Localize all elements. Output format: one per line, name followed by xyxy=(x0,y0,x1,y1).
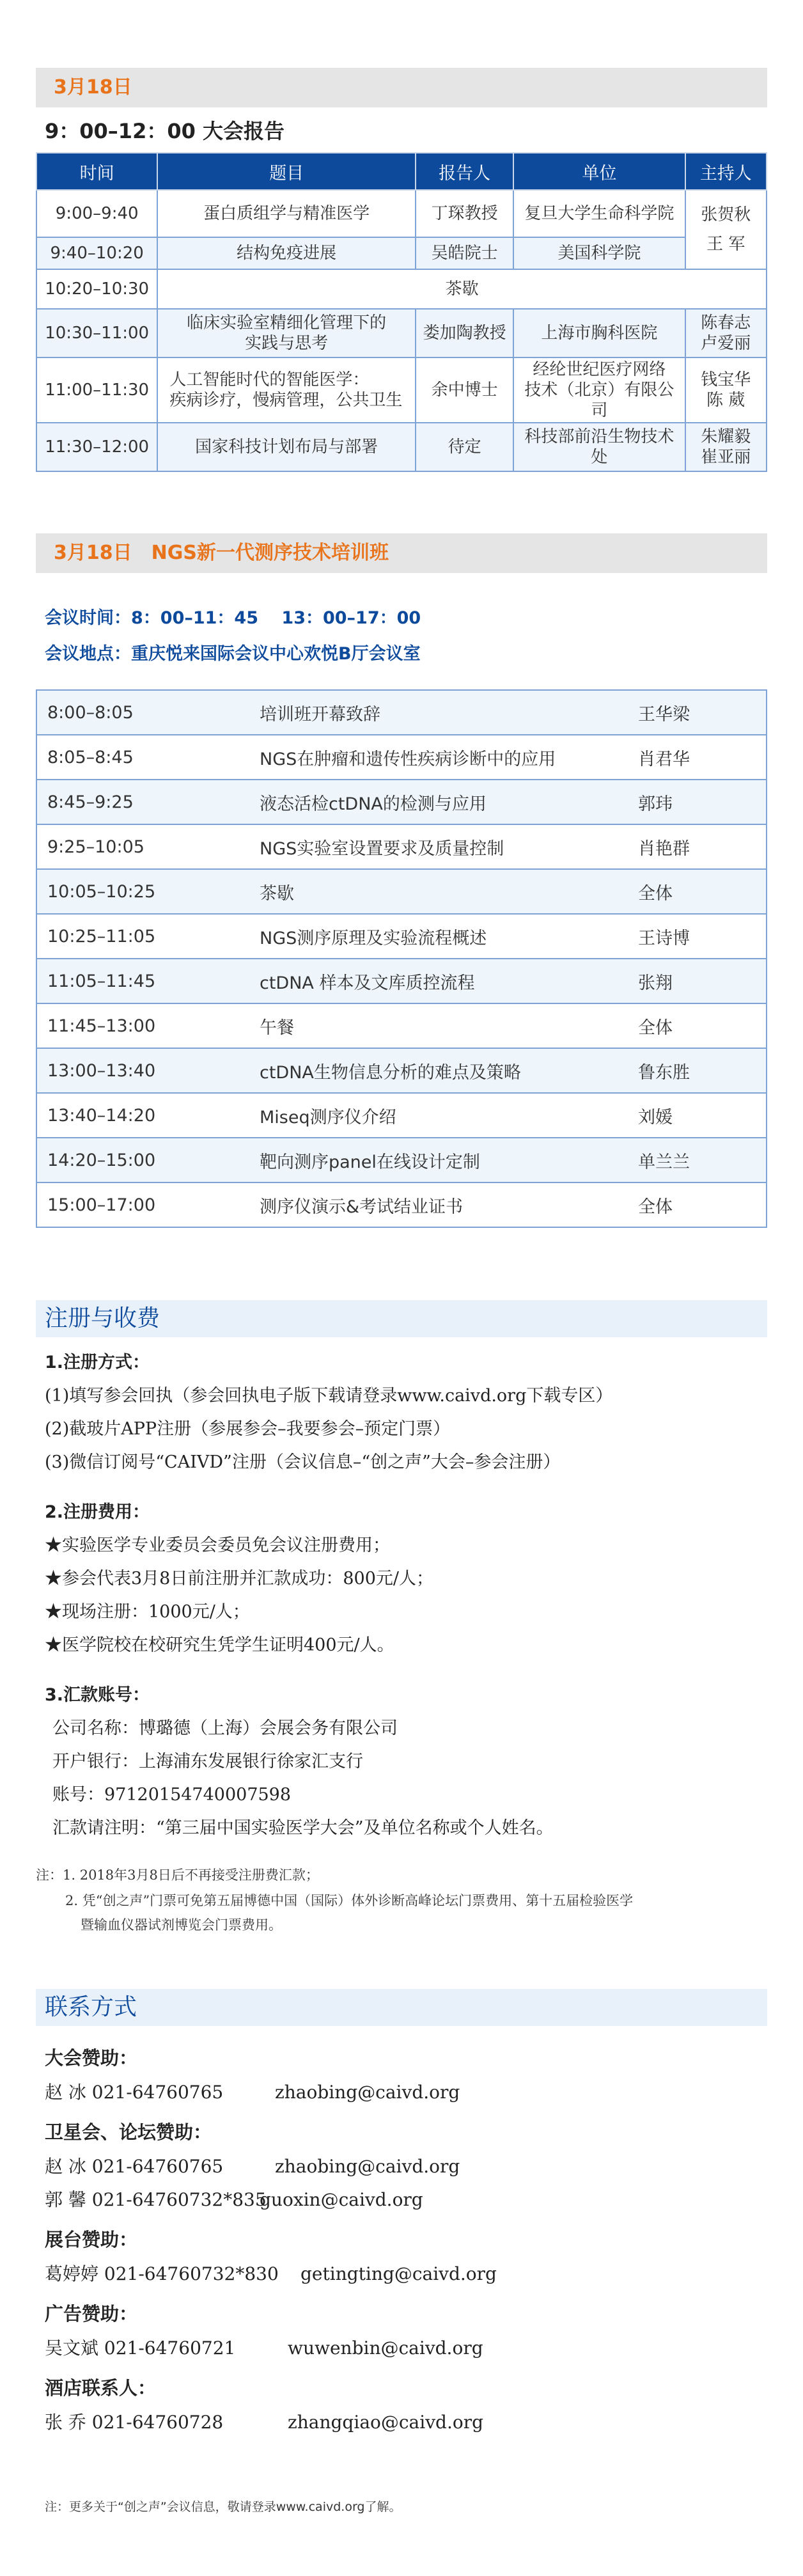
speaker-cell: 肖艳群 xyxy=(637,824,767,869)
topic-cell: 培训班开幕致辞 xyxy=(259,690,637,735)
speaker-cell: 单兰兰 xyxy=(637,1138,767,1182)
table-row xyxy=(36,959,767,1003)
section1-header xyxy=(36,68,767,107)
unit-cell: 科技部前沿生物技术处 xyxy=(513,423,685,471)
contact-line xyxy=(45,2334,483,2360)
account-line: 账号：97120154740007598 xyxy=(52,1785,292,1805)
col-header: 单位 xyxy=(513,153,685,190)
host-cell: 钱宝华 陈 葳 xyxy=(685,357,767,423)
section1-subtitle: 9：00–12：00 大会报告 xyxy=(45,119,285,143)
section2-header xyxy=(36,533,767,573)
contact-group-title: 卫星会、论坛赞助： xyxy=(45,2121,212,2143)
speaker-cell: 王华梁 xyxy=(637,690,767,735)
account-line: 开户银行：上海浦东发展银行徐家汇支行 xyxy=(52,1752,363,1771)
contact-group-title: 展台赞助： xyxy=(45,2229,138,2250)
col-header: 时间 xyxy=(36,153,157,190)
contact-line xyxy=(45,2078,460,2104)
table-row xyxy=(36,1182,767,1227)
contact-name: 吴文斌 021-64760721 xyxy=(45,2337,236,2359)
contact-name: 赵 冰 021-64760765 xyxy=(45,2156,224,2177)
time-cell: 8:45–9:25 xyxy=(36,780,259,824)
method-line: (1)填写参会回执（参会回执电子版下载请登录www.caivd.org下载专区） xyxy=(45,1386,613,1406)
topic-cell: 临床实验室精细化管理下的实践与思考 xyxy=(157,309,416,357)
contact-name: 葛婷婷 021-64760732*830 xyxy=(45,2263,279,2284)
time-cell: 8:00–8:05 xyxy=(36,690,259,735)
table-row xyxy=(36,869,767,914)
time-cell: 11:00–11:30 xyxy=(36,357,157,423)
table-row xyxy=(36,1093,767,1138)
topic-cell: 蛋白质组学与精准医学 xyxy=(157,190,416,237)
unit-cell: 经纶世纪医疗网络 技术（北京）有限公司 xyxy=(513,357,685,423)
contact-line xyxy=(45,2260,497,2286)
method-line: (2)截玻片APP注册（参展参会–我要参会–预定门票） xyxy=(45,1419,451,1439)
col-header: 报告人 xyxy=(416,153,513,190)
time-cell: 11:45–13:00 xyxy=(36,1003,259,1048)
topic-cell: 人工智能时代的智能医学： 疾病诊疗，慢病管理，公共卫生 xyxy=(157,357,416,423)
contact-title: 联系方式 xyxy=(45,1994,137,2020)
topic-cell: NGS实验室设置要求及质量控制 xyxy=(259,824,637,869)
speaker-cell: 全体 xyxy=(637,1003,767,1048)
col-header: 主持人 xyxy=(685,153,767,190)
note-line: 暨输血仪器试剂博览会门票费用。 xyxy=(81,1917,282,1933)
note-line: 2. 凭“创之声”门票可免第五届博德中国（国际）体外诊断高峰论坛门票费用、第十五届检验医学 xyxy=(65,1893,634,1908)
speaker-cell: 鲁东胜 xyxy=(637,1048,767,1093)
topic-cell: 液态活检ctDNA的检测与应用 xyxy=(259,780,637,824)
host-cell: 朱耀毅 崔亚丽 xyxy=(685,423,767,471)
table-row xyxy=(36,1048,767,1093)
contact-name: 赵 冰 021-64760765 xyxy=(45,2082,224,2103)
fee-line: ★实验医学专业委员会委员免会议注册费用； xyxy=(45,1535,390,1555)
contact-line xyxy=(45,2408,483,2434)
method-line: (3)微信订阅号“CAIVD”注册（会议信息–“创之声”大会–参会注册） xyxy=(45,1452,561,1472)
contact-email[interactable]: zhangqiao@caivd.org xyxy=(288,2412,484,2433)
meeting-time: 会议时间：8：00–11：45 13：00–17：00 xyxy=(45,608,421,628)
time-cell: 13:00–13:40 xyxy=(36,1048,259,1093)
unit-cell: 美国科学院 xyxy=(513,237,685,269)
topic-cell: Miseq测序仪介绍 xyxy=(259,1093,637,1138)
topic-cell: ctDNA 样本及文库质控流程 xyxy=(259,959,637,1003)
contact-line xyxy=(45,2186,423,2211)
registration-title: 注册与收费 xyxy=(45,1305,160,1331)
table-row xyxy=(36,824,767,869)
time-cell: 11:05–11:45 xyxy=(36,959,259,1003)
unit-cell: 复旦大学生命科学院 xyxy=(513,190,685,237)
time-cell: 15:00–17:00 xyxy=(36,1182,259,1227)
table-row xyxy=(36,914,767,959)
table-row xyxy=(36,1138,767,1182)
speaker-cell: 余中博士 xyxy=(416,357,513,423)
time-cell: 9:40–10:20 xyxy=(36,237,157,269)
conference-schedule-table xyxy=(36,152,767,472)
training-schedule-table xyxy=(36,689,767,1228)
contact-name: 张 乔 021-64760728 xyxy=(45,2412,224,2433)
time-cell: 10:30–11:00 xyxy=(36,309,157,357)
table-row xyxy=(36,237,767,269)
meeting-place: 会议地点：重庆悦来国际会议中心欢悦B厅会议室 xyxy=(45,644,421,664)
time-cell: 14:20–15:00 xyxy=(36,1138,259,1182)
topic-cell: 茶歇 xyxy=(259,869,637,914)
speaker-cell: 丁琛教授 xyxy=(416,190,513,237)
table-row xyxy=(36,735,767,780)
contact-name: 郭 馨 021-64760732*835 xyxy=(45,2189,267,2210)
unit-cell: 上海市胸科医院 xyxy=(513,309,685,357)
speaker-cell: 肖君华 xyxy=(637,735,767,780)
section1-title: 3月18日 xyxy=(54,76,132,98)
method-title: 1.注册方式： xyxy=(45,1353,150,1372)
speaker-cell: 张翔 xyxy=(637,959,767,1003)
topic-cell: NGS测序原理及实验流程概述 xyxy=(259,914,637,959)
time-cell: 9:00–9:40 xyxy=(36,190,157,237)
speaker-cell: 郭玮 xyxy=(637,780,767,824)
contact-email[interactable]: zhaobing@caivd.org xyxy=(275,2156,460,2177)
time-cell: 13:40–14:20 xyxy=(36,1093,259,1138)
speaker-cell: 王诗博 xyxy=(637,914,767,959)
fee-line: ★现场注册：1000元/人； xyxy=(45,1602,250,1622)
topic-cell: 结构免疫进展 xyxy=(157,237,416,269)
contact-email[interactable]: getingting@caivd.org xyxy=(300,2263,497,2284)
contact-group-title: 广告赞助： xyxy=(45,2303,138,2325)
time-cell: 10:05–10:25 xyxy=(36,869,259,914)
note-line: 注：1. 2018年3月8日后不再接受注册费汇款； xyxy=(36,1867,319,1883)
registration-header xyxy=(36,1300,767,1337)
topic-cell: 国家科技计划布局与部署 xyxy=(157,423,416,471)
fee-title: 2.注册费用： xyxy=(45,1502,150,1522)
table-row xyxy=(36,309,767,357)
contact-email[interactable]: wuwenbin@caivd.org xyxy=(288,2337,483,2359)
host-cell: 张贺秋 王 军 xyxy=(685,190,767,269)
account-line: 公司名称：博璐德（上海）会展会务有限公司 xyxy=(52,1718,398,1738)
col-header: 题目 xyxy=(157,153,416,190)
table-row xyxy=(36,269,767,309)
table-header-row xyxy=(36,153,767,190)
speaker-cell: 刘媛 xyxy=(637,1093,767,1138)
table-row xyxy=(36,423,767,471)
speaker-cell: 吴皓院士 xyxy=(416,237,513,269)
break-cell: 茶歇 xyxy=(157,269,767,309)
topic-cell: 靶向测序panel在线设计定制 xyxy=(259,1138,637,1182)
time-cell: 8:05–8:45 xyxy=(36,735,259,780)
contact-group-title: 大会赞助： xyxy=(45,2047,138,2069)
fee-line: ★参会代表3月8日前注册并汇款成功：800元/人； xyxy=(45,1569,433,1589)
time-cell: 10:25–11:05 xyxy=(36,914,259,959)
table-row xyxy=(36,780,767,824)
table-row xyxy=(36,190,767,237)
table-row xyxy=(36,357,767,423)
host-cell: 陈春志 卢爱丽 xyxy=(685,309,767,357)
contact-email[interactable]: zhaobing@caivd.org xyxy=(275,2082,460,2103)
speaker-cell: 全体 xyxy=(637,1182,767,1227)
speaker-cell: 娄加陶教授 xyxy=(416,309,513,357)
speaker-cell: 待定 xyxy=(416,423,513,471)
topic-cell: NGS在肿瘤和遗传性疾病诊断中的应用 xyxy=(259,735,637,780)
time-cell: 11:30–12:00 xyxy=(36,423,157,471)
time-cell: 9:25–10:05 xyxy=(36,824,259,869)
fee-line: ★医学院校在校研究生凭学生证明400元/人。 xyxy=(45,1635,394,1655)
topic-cell: 测序仪演示&考试结业证书 xyxy=(259,1182,637,1227)
contact-line xyxy=(45,2153,460,2178)
table-row xyxy=(36,1003,767,1048)
account-title: 3.汇款账号： xyxy=(45,1685,150,1705)
contact-header xyxy=(36,1989,767,2026)
table-row xyxy=(36,690,767,735)
account-line: 汇款请注明：“第三届中国实验医学大会”及单位名称或个人姓名。 xyxy=(52,1818,554,1838)
contact-email[interactable]: guoxin@caivd.org xyxy=(260,2189,423,2210)
time-cell: 10:20–10:30 xyxy=(36,269,157,309)
topic-cell: 午餐 xyxy=(259,1003,637,1048)
speaker-cell: 全体 xyxy=(637,869,767,914)
contact-group-title: 酒店联系人： xyxy=(45,2377,157,2399)
section2-title: 3月18日 NGS新一代测序技术培训班 xyxy=(54,542,389,564)
topic-cell: ctDNA生物信息分析的难点及策略 xyxy=(259,1048,637,1093)
footer-note: 注：更多关于“创之声”会议信息，敬请登录www.caivd.org了解。 xyxy=(45,2500,402,2514)
